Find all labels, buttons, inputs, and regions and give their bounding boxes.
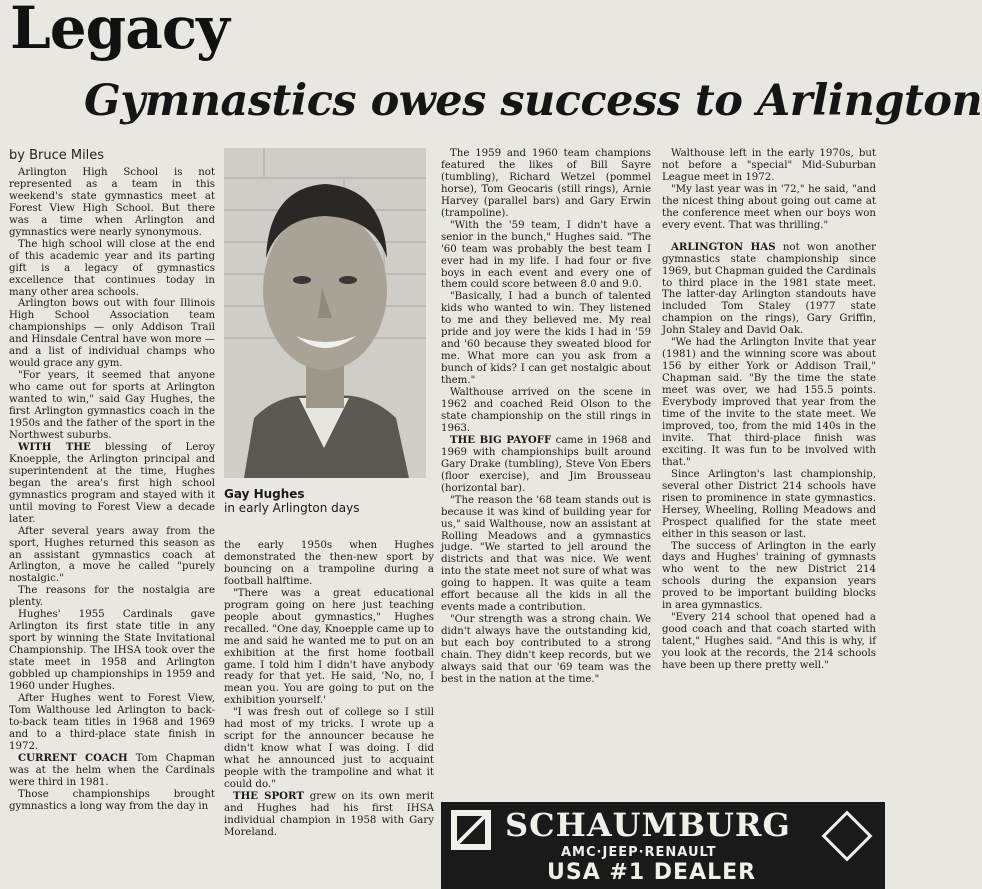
lead-in: THE SPORT	[233, 790, 304, 803]
portrait-photo	[224, 148, 426, 478]
section-label: Legacy	[10, 0, 229, 62]
paragraph	[662, 242, 876, 338]
paragraph: Those championships brought gymnastics a long way from the day in	[9, 788, 215, 812]
column-1	[9, 167, 215, 889]
paragraph-text: not won another gymnastics state championship since 1969, but Chapman guided the Cardinals to third place in the 1981 state meet. The latter-day Arlington standouts have included Tom Staley (1977 state champion on the rings), Gary Griffin, John Staley and David Oak.	[662, 241, 876, 337]
caption-text: in early Arlington days	[224, 501, 360, 515]
renault-diamond-icon	[822, 811, 873, 862]
paragraph: Arlington High School is not represented as a team in this weekend's state gymnastics meet at Forest View High School. But there was a time when Arlington and gymnastics were nearly synonymous.	[9, 167, 215, 238]
lead-in: THE BIG PAYOFF	[450, 433, 552, 446]
paragraph: "The reason the '68 team stands out is because it was kind of building year for us," said Walthouse, now an assistant at Rolling Meadows and a gymnastics judge. "We started to jell around the districts and that was nice. We went into the state meet not sure of what was going to happen. It was quite a team effort because all the kids in all the events made a contribution.	[441, 494, 651, 614]
paragraph: After Hughes went to Forest View, Tom Walthouse led Arlington to back-to-back team titles in 1968 and 1969 and to a third-place state finish in 1972.	[9, 692, 215, 752]
paragraph: "Basically, I had a bunch of talented kids who wanted to win. They listened to me and they believed me. My real pride and joy were the kids I had in '59 and '60 because they sweated blood for me. What more can you ask from a bunch of kids? I can get nostalgic about them."	[441, 291, 651, 387]
paragraph: The high school will close at the end of this academic year and its parting gift is a legacy of gymnastics excellence that continues today in many other area schools.	[9, 238, 215, 298]
paragraph	[224, 791, 434, 839]
paragraph: Hughes' 1955 Cardinals gave Arlington its first state title in any sport by winning the State Invitational Championship. The IHSA took over the state meet in 1958 and Arlington gobbled up championships in 1959 and 1960 under Hughes.	[9, 609, 215, 692]
paragraph-text: Tom Chapman was at the helm when the Cardinals were third in 1981.	[9, 752, 215, 788]
paragraph: "I was fresh out of college so I still had most of my tricks. I wrote up a script for the announcer because he didn't know what I was doing. I did what he announced just to acquaint people with the trampoline and what it could do."	[224, 707, 434, 791]
byline: by Bruce Miles	[9, 148, 105, 163]
lead-in: CURRENT COACH	[18, 751, 128, 764]
paragraph: Arlington bows out with four Illinois High School Association team championships — only Addison Trail and Hinsdale Central have won more — and a list of individual champs who would grace any gym.	[9, 298, 215, 370]
paragraph: "We had the Arlington Invite that year (1981) and the winning score was about 156 by either York or Addison Trail," Chapman said. "By the time the state meet was over, we had 155.5 points. Everybody improved that year from the time of the invite to the state meet. We improved, too, from the mid 140s in the invite. That third-place finish was exciting. It was fun to be involved with that."	[662, 337, 876, 468]
ad-brand: SCHAUMBURG	[505, 806, 791, 844]
paragraph-text: came in 1968 and 1969 with championships built around Gary Drake (tumbling), Steve Von Ebers (floor exercise), and Jim Brousseau (horizontal bar).	[441, 434, 652, 494]
paragraph-text: grew on its own merit and Hughes had his first IHSA individual champion in 1958 with Gary Moreland.	[224, 791, 435, 838]
paragraph	[9, 753, 215, 789]
ad-tagline: USA #1 DEALER	[547, 860, 757, 885]
lead-in: ARLINGTON HAS	[671, 240, 776, 253]
paragraph: "There was a great educational program going on here just teaching people about gymnastics," Hughes recalled. "One day, Knoepple came up to me and said he wanted me to put on an exhibition at the first home football game. I told him I didn't have anybody ready for that yet. He said, 'No, no, I mean you. You are going to put on the exhibition yourself.'	[224, 587, 434, 707]
paragraph: "My last year was in '72," he said, "and the nicest thing about going out came at the conference meet when our boys won every event. That was thrilling."	[662, 183, 876, 231]
paragraph: "With the '59 team, I didn't have a senior in the bunch," Hughes said. "The '60 team was probably the best team I ever had in my life. I had four or five boys in each event and every one of them could score between 8.0 and 9.0.	[441, 219, 651, 291]
paragraph: The reasons for the nostalgia are plenty.	[9, 585, 215, 609]
portrait-photo-icon	[224, 148, 426, 478]
paragraph: Since Arlington's last championship, several other District 214 schools have risen to prominence in state gymnastics. Hersey, Wheeling, Rolling Meadows and Prospect qualified for the state meet either in this season or last.	[662, 468, 876, 540]
paragraph: After several years away from the sport, Hughes returned this season as an assistant gymnastics coach at Arlington, a move he called "purely nostalgic."	[9, 525, 215, 585]
photo-caption	[224, 487, 434, 515]
paragraph: "Every 214 school that opened had a good coach and that coach started with talent," Hughes said. "And this is why, if you look at the records, the 214 schools have been up there pretty well."	[662, 612, 876, 672]
dealer-advertisement	[441, 802, 885, 889]
paragraph	[9, 442, 215, 526]
caption-name: Gay Hughes	[224, 487, 305, 501]
paragraph: Walthouse left in the early 1970s, but not before a "special" Mid-Suburban League meet in 1972.	[662, 148, 876, 183]
paragraph-text: blessing of Leroy Knoepple, the Arlington principal and superintendent at the time, Hughes began the area's first high school gymnastics program and stayed with it until moving to Forest View a decade later.	[9, 441, 216, 525]
paragraph: Walthouse arrived on the scene in 1962 and coached Reid Olson to the state championship on the still rings in 1963.	[441, 387, 651, 434]
ad-makes: AMC·JEEP·RENAULT	[561, 845, 717, 860]
paragraph: "For years, it seemed that anyone who came out for sports at Arlington wanted to win," said Gay Hughes, the first Arlington gymnastics coach in the 1950s and the father of the sport in the Northwest suburbs.	[9, 370, 215, 441]
dealer-logo-icon	[451, 810, 491, 850]
paragraph: The 1959 and 1960 team champions featured the likes of Bill Sayre (tumbling), Richard Wetzel (pommel horse), Tom Geocaris (still rings), Arnie Harvey (parallel bars) and Gary Erwin (trampoline).	[441, 148, 651, 219]
paragraph: the early 1950s when Hughes demonstrated the then-new sport by bouncing on a trampoline during a football halftime.	[224, 540, 434, 587]
paragraph: "Our strength was a strong chain. We didn't always have the outstanding kid, but each boy contributed to a strong chain. They didn't keep records, but we always said that our '69 team was the best in the nation at the time."	[441, 614, 651, 685]
column-2	[224, 540, 434, 889]
paragraph	[441, 435, 651, 495]
paragraph: The success of Arlington in the early days and Hughes' training of gymnasts who went to the new District 214 schools during the expansion years proved to be important building blocks in area gymnastics.	[662, 540, 876, 612]
headline: Gymnastics owes success to Arlington	[84, 76, 982, 126]
column-3	[441, 148, 651, 788]
column-4	[662, 148, 876, 788]
lead-in: WITH THE	[18, 440, 91, 453]
